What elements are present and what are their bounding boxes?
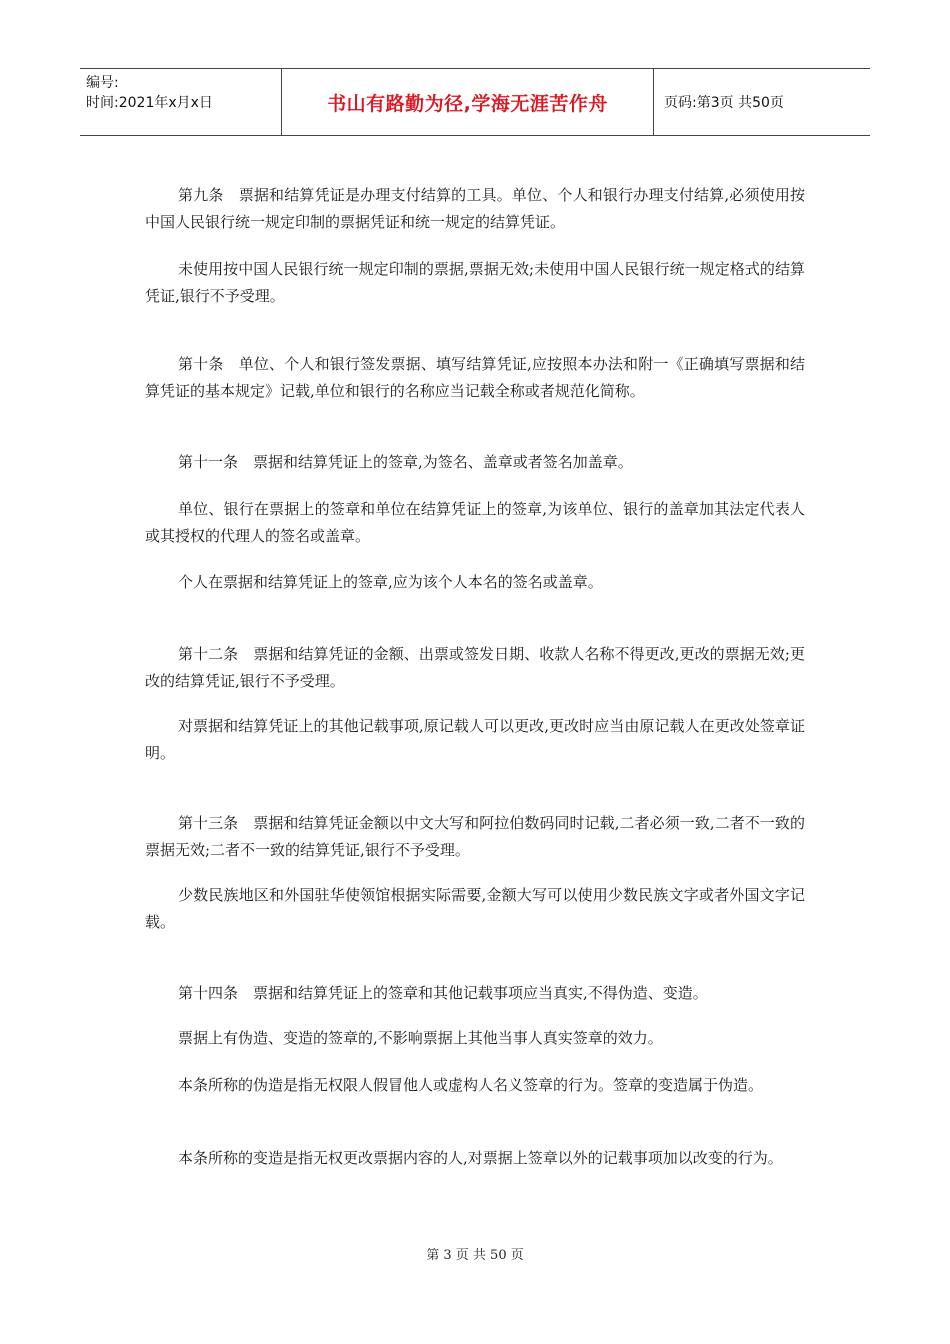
article-12-paragraph: 第十二条 票据和结算凭证的金额、出票或签发日期、收款人名称不得更改,更改的票据无效;更改的结算凭证,银行不予受理。 [145, 645, 805, 690]
article-14-paragraph-2: 票据上有伪造、变造的签章的,不影响票据上其他当事人真实签章的效力。 [178, 1029, 663, 1047]
header-page-info: 页码:第3页 共50页 [664, 95, 784, 111]
article-11-paragraph: 第十一条 票据和结算凭证上的签章,为签名、盖章或者签名加盖章。 [178, 453, 633, 471]
article-13-paragraph: 第十三条 票据和结算凭证金额以中文大写和阿拉伯数码同时记载,二者必须一致,二者不一致的票据无效;二者不一致的结算凭证,银行不予受理。 [145, 814, 805, 859]
page-footer: 第 3 页 共 50 页 [426, 1248, 524, 1263]
page-header [80, 68, 870, 136]
article-13-paragraph-2: 少数民族地区和外国驻华使领馆根据实际需要,金额大写可以使用少数民族文字或者外国文字记载。 [145, 886, 805, 931]
document-number-label: 编号: [86, 75, 119, 91]
article-14-paragraph: 第十四条 票据和结算凭证上的签章和其他记载事项应当真实,不得伪造、变造。 [178, 984, 708, 1002]
article-11-paragraph-2: 单位、银行在票据上的签章和单位在结算凭证上的签章,为该单位、银行的盖章加其法定代表人或其授权的代理人的签名或盖章。 [145, 500, 805, 545]
article-10-paragraph: 第十条 单位、个人和银行签发票据、填写结算凭证,应按照本办法和附一《正确填写票据和结算凭证的基本规定》记载,单位和银行的名称应当记载全称或者规范化简称。 [145, 355, 805, 400]
article-12-paragraph-2: 对票据和结算凭证上的其他记载事项,原记载人可以更改,更改时应当由原记载人在更改处签章证明。 [145, 717, 805, 762]
article-11-paragraph-3: 个人在票据和结算凭证上的签章,应为该个人本名的签名或盖章。 [178, 573, 603, 591]
document-date: 时间:2021年x月x日 [86, 95, 213, 111]
article-14-paragraph-3: 本条所称的伪造是指无权限人假冒他人或虚构人名义签章的行为。签章的变造属于伪造。 [178, 1076, 764, 1094]
article-14-paragraph-4: 本条所称的变造是指无权更改票据内容的人,对票据上签章以外的记载事项加以改变的行为。 [178, 1149, 783, 1167]
header-motto: 书山有路勤为径,学海无涯苦作舟 [282, 69, 654, 135]
article-9-paragraph: 第九条 票据和结算凭证是办理支付结算的工具。单位、个人和银行办理支付结算,必须使用按中国人民银行统一规定印制的票据凭证和统一规定的结算凭证。 [145, 186, 805, 231]
header-meta [80, 69, 282, 135]
article-9-paragraph-2: 未使用按中国人民银行统一规定印制的票据,票据无效;未使用中国人民银行统一规定格式的结算凭证,银行不予受理。 [145, 260, 805, 305]
